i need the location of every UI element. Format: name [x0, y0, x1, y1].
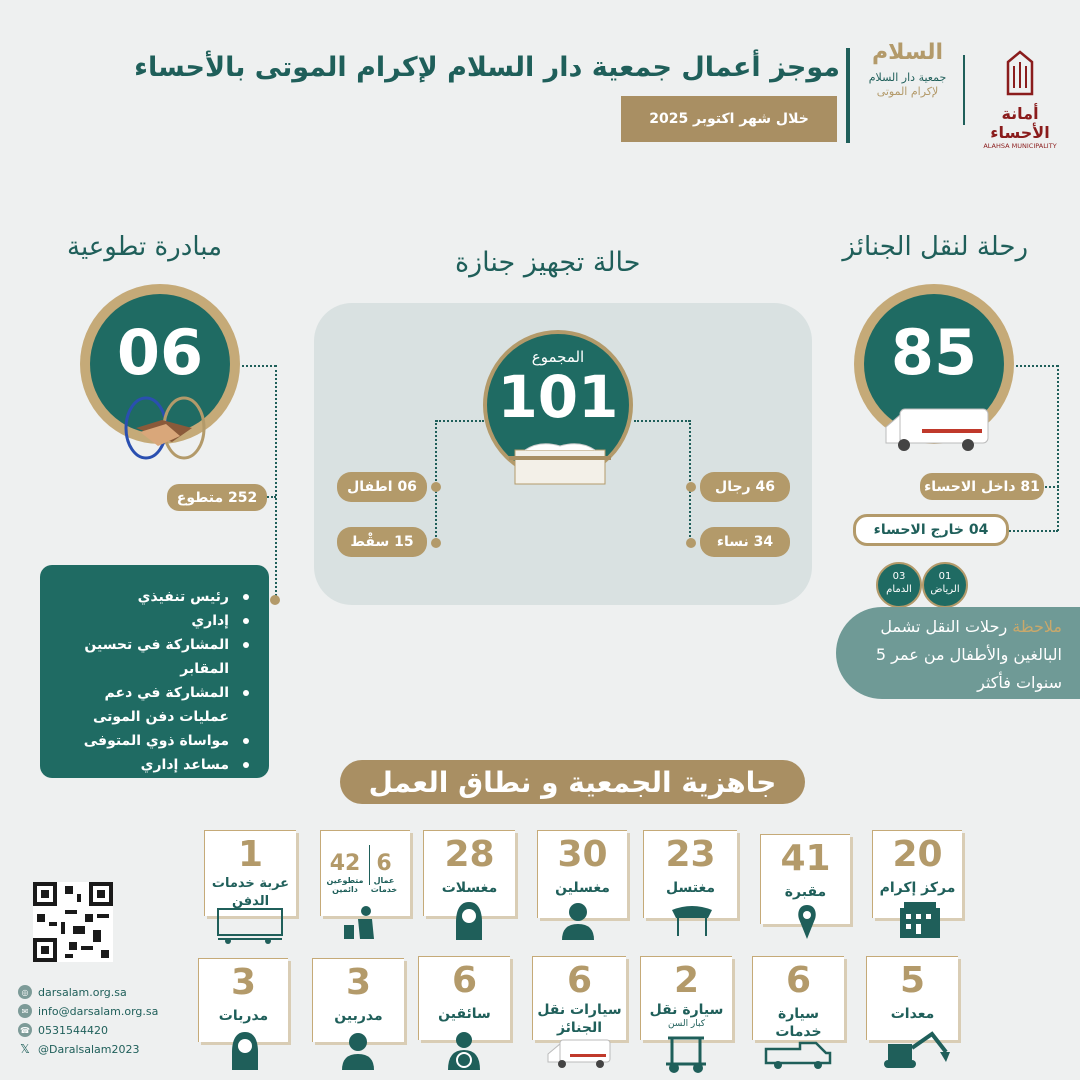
contact-website[interactable]: ◎ darsalam.org.sa	[18, 985, 127, 999]
card-equipment: 5 معدات	[866, 956, 958, 1040]
man-icon	[340, 1030, 376, 1070]
volunteer-heading: مبادرة تطوعية	[67, 232, 223, 262]
period-badge: خلال شهر اكتوبر 2025	[621, 96, 837, 142]
location-pin-icon	[795, 903, 819, 941]
readiness-banner: جاهزية الجمعية و نطاق العمل	[340, 760, 805, 804]
alahsa-municipality-logo	[975, 48, 1065, 150]
card-washing-rooms: 23 مغتسل	[643, 830, 737, 918]
volunteer-role-item: مساعد إداري	[50, 753, 251, 777]
contact-email[interactable]: ✉ info@darsalam.org.sa	[18, 1004, 158, 1018]
note-label: ملاحظة	[1012, 617, 1062, 636]
woman-icon	[452, 900, 486, 940]
cleaner-icon	[340, 905, 380, 941]
handshake-icon	[122, 392, 208, 466]
header-divider	[846, 48, 850, 143]
ambulance-icon	[546, 1038, 612, 1070]
miscarriage-pill: 15 سقْط	[337, 527, 427, 557]
card-workers	[320, 830, 410, 916]
card-female-trainers: 3 مدربات	[198, 958, 288, 1042]
volunteer-role-item: إداري	[50, 609, 251, 633]
service-workers-label: عمال خدمات	[370, 876, 398, 894]
preparation-heading: حالة تجهيز جنازة	[455, 247, 641, 278]
card-burial-cart: 1 عربة خدمات الدفن	[204, 830, 296, 916]
card-male-trainers: 3 مدربين	[312, 958, 404, 1042]
municipality-name-ar: أمانة الأحساء	[990, 104, 1050, 142]
logo-divider	[963, 55, 965, 125]
volunteer-role-item: المشاركة في تحسين المقابر	[50, 633, 251, 681]
logo-name-line2: لإكرام الموتى	[876, 85, 939, 99]
building-icon	[898, 900, 942, 940]
driver-icon	[446, 1030, 482, 1070]
transport-heading: رحلة لنقل الجنائز	[842, 232, 1028, 262]
volunteer-role-item: رئيس تنفيذي	[50, 585, 251, 609]
tower-icon	[1000, 48, 1040, 96]
logo-script: السلام	[871, 40, 944, 65]
permanent-volunteers-count: 42	[329, 851, 361, 876]
riyadh-badge: 01 الرياض	[922, 562, 968, 608]
volunteer-role-item: مواساة ذوي المتوفى	[50, 729, 251, 753]
dammam-badge: 03 الدمام	[876, 562, 922, 608]
volunteer-role-item: المشاركة في دعم عمليات دفن الموتى	[50, 681, 251, 729]
municipality-name-en: ALAHSA MUNICIPALITY	[983, 142, 1057, 150]
card-elderly-transport: 2 سيارة نقل كبار السن	[640, 956, 732, 1040]
service-workers-count: 6	[376, 851, 392, 876]
washing-table-icon	[668, 900, 714, 940]
card-cemeteries: 41 مقبرة	[760, 834, 850, 924]
cart-icon	[214, 905, 286, 945]
card-ikram-centers: 20 مركز إكرام	[872, 830, 962, 918]
x-icon: 𝕏	[20, 1042, 30, 1056]
golf-cart-icon	[662, 1034, 710, 1076]
dar-salam-logo	[860, 40, 955, 155]
transport-total: 85	[864, 294, 1004, 434]
globe-icon: ◎	[18, 985, 32, 999]
excavator-icon	[880, 1030, 952, 1072]
qr-code[interactable]	[33, 882, 113, 962]
contact-phone[interactable]: ☎ 0531544420	[18, 1023, 108, 1037]
men-pill: 46 رجال	[700, 472, 790, 502]
outside-alahsa-pill: 04 خارج الاحساء	[853, 514, 1009, 546]
card-female-washers: 28 مغسلات	[423, 830, 515, 916]
ambulance-icon	[882, 405, 990, 453]
note-text: رحلات النقل تشمل البالغين والأطفال من عمر 5 سنوات فأكثر	[875, 617, 1062, 692]
volunteers-count-pill: 252 متطوع	[167, 484, 267, 511]
permanent-volunteers-label: متطوعين دائمين	[326, 876, 364, 894]
women-pill: 34 نساء	[700, 527, 790, 557]
qr-code-icon	[33, 882, 113, 962]
coffin-icon	[505, 440, 615, 486]
mail-icon: ✉	[18, 1004, 32, 1018]
total-label: المجموع	[531, 348, 585, 366]
inside-alahsa-pill: 81 داخل الاحساء	[920, 473, 1044, 500]
page-title: موجز أعمال جمعية دار السلام لإكرام الموتى بالأحساء	[134, 52, 840, 83]
card-drivers: 6 سائقين	[418, 956, 510, 1040]
woman-icon	[228, 1030, 262, 1070]
phone-icon: ☎	[18, 1023, 32, 1037]
children-pill: 06 اطفال	[337, 472, 427, 502]
volunteer-total: 06	[90, 294, 230, 434]
transport-note	[836, 607, 1080, 699]
contact-social[interactable]: 𝕏 @Daralsalam2023	[18, 1042, 140, 1056]
card-male-washers: 30 مغسلين	[537, 830, 627, 918]
card-funeral-vehicles: 6 سيارات نقل الجنائز	[532, 956, 626, 1040]
volunteer-roles-box	[40, 565, 269, 778]
volunteer-roles-list	[50, 585, 251, 777]
card-service-cars: 6 سيارة خدمات	[752, 956, 844, 1040]
pickup-truck-icon	[764, 1035, 832, 1071]
man-icon	[560, 900, 596, 940]
logo-name-line1: جمعية دار السلام	[868, 71, 947, 84]
preparation-total: 101	[497, 363, 619, 431]
